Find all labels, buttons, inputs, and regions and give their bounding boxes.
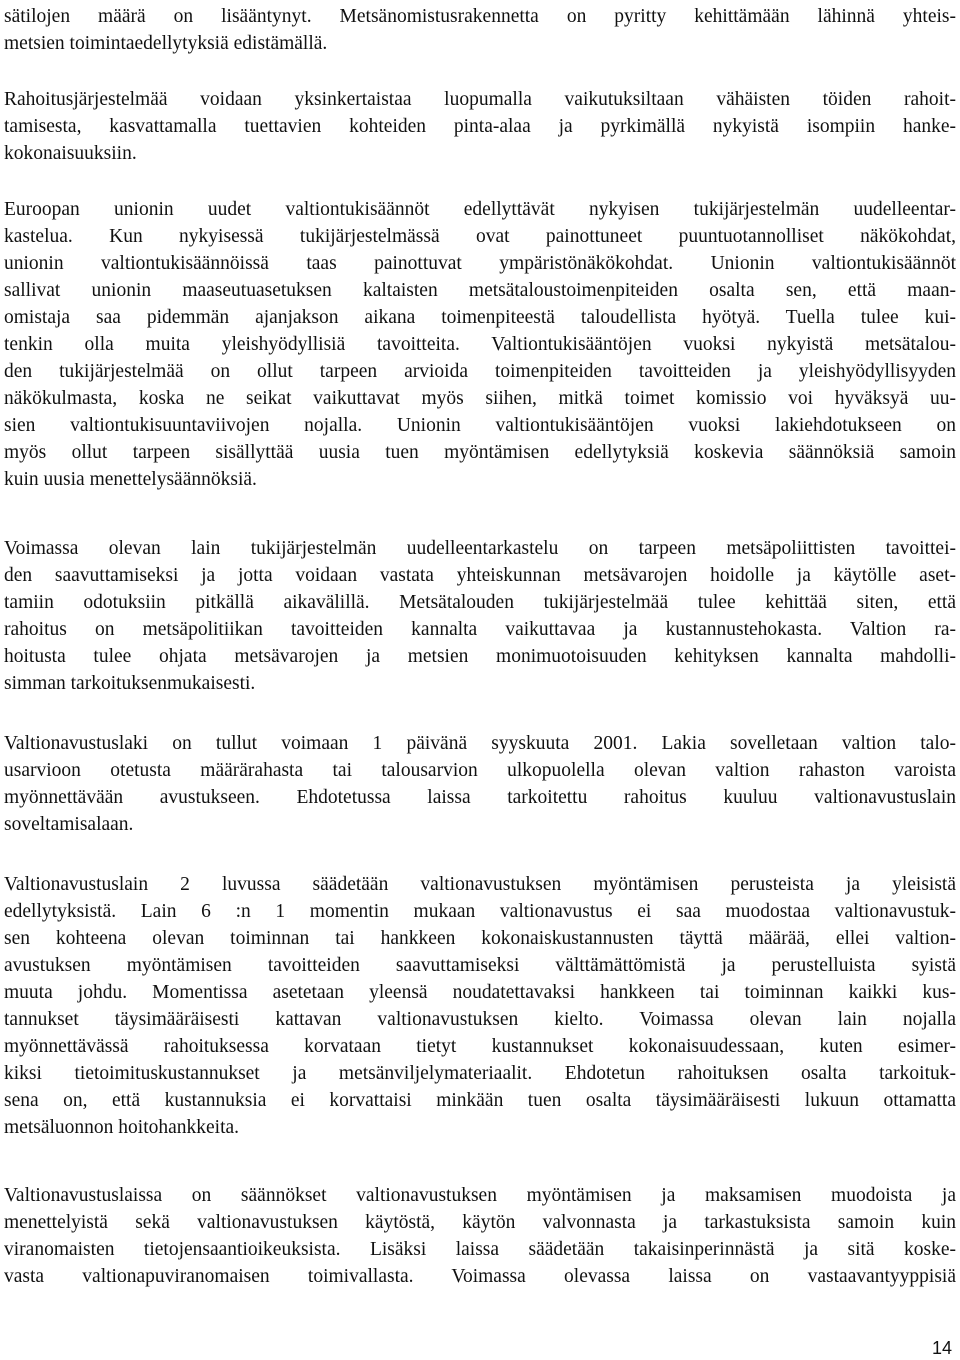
text-line: omistaja saa pidemmän ajanjakson aikana toimenpiteestä taloudellista hyötyä. Tuella tulee kui-: [4, 307, 956, 328]
text-line: den saavuttamiseksi ja jotta voidaan vastata yhteiskunnan metsävarojen hoidolle ja käytölle aset-: [4, 565, 956, 586]
text-line: Voimassa olevan lain tukijärjestelmän uudelleentarkastelu on tarpeen metsäpoliittisten tavoittei-: [4, 538, 956, 559]
text-line: muuta johdu. Momentissa asetetaan yleensä noudatettavaksi hankkeen tai toiminnan kaikki kus-: [4, 982, 956, 1003]
text-line: tamisesta, kasvattamalla tuettavien kohteiden pinta-alaa ja pyrkimällä nykyistä isompiin hanke-: [4, 116, 956, 137]
text-line: tenkin olla muita yleishyödyllisiä tavoitteita. Valtiontukisääntöjen vuoksi nykyistä metsätalou-: [4, 334, 956, 355]
text-line: unionin valtiontukisäännöissä taas painottuvat ympäristönäkökohdat. Unionin valtiontukisäännöt: [4, 253, 956, 274]
text-line: viranomaisten tietojensaantioikeuksista. Lisäksi laissa säädetään takaisinperinnästä ja sitä koske-: [4, 1239, 956, 1260]
text-line: Rahoitusjärjestelmää voidaan yksinkertaistaa luopumalla vaikutuksiltaan vähäisten töiden rahoit-: [4, 89, 956, 110]
text-line: myönnettävässä rahoituksessa korvataan tietyt kustannukset kokonaisuudessaan, kuten esimer-: [4, 1036, 956, 1057]
text-line: sien valtiontukisuuntaviivojen nojalla. Unionin valtiontukisääntöjen vuoksi lakiehdotukseen on: [4, 415, 956, 436]
text-line: simman tarkoituksenmukaisesti.: [4, 673, 256, 694]
text-line: Valtionavustuslaissa on säännökset valtionavustuksen myöntämisen ja maksamisen muodoista ja: [4, 1185, 956, 1206]
text-line: sallivat unionin maaseutuasetuksen kaltaisten metsätaloustoimenpiteiden osalta sen, että maan-: [4, 280, 956, 301]
text-line: rahoitus on metsäpolitiikan tavoitteiden kannalta vaikuttavaa ja kustannustehokasta. Valtion ra-: [4, 619, 956, 640]
text-line: metsien toimintaedellytyksiä edistämällä.: [4, 33, 328, 54]
text-line: sena on, että kustannuksia ei korvattaisi minkään tuen osalta täysimääräisesti lukuun ottamatta: [4, 1090, 956, 1111]
text-line: vasta valtionapuviranomaisen toimivallasta. Voimassa olevassa laissa on vastaavantyyppisiä: [4, 1266, 956, 1287]
text-line: metsäluonnon hoitohankkeita.: [4, 1117, 240, 1138]
text-line: näkökulmasta, koska ne seikat vaikuttavat myös siihen, mitkä toimet komissio voi hyväksyä uu-: [4, 388, 956, 409]
text-line: menettelyistä sekä valtionavustuksen käytöstä, käytön valvonnasta ja tarkastuksista samoin kuin: [4, 1212, 956, 1233]
text-line: edellytyksistä. Lain 6 :n 1 momentin mukaan valtionavustus ei saa muodostaa valtionavustuk-: [4, 901, 956, 922]
text-line: sätilojen määrä on lisääntynyt. Metsänomistusrakennetta on pyritty kehittämään lähinnä yhteis-: [4, 6, 956, 27]
text-line: kiksi tietoimituskustannukset ja metsänviljelymateriaalit. Ehdotetun rahoituksen osalta tarkoituk-: [4, 1063, 956, 1084]
text-line: tamiin odotuksiin pitkällä aikavälillä. Metsätalouden tukijärjestelmää tulee kehittää siten, että: [4, 592, 956, 613]
text-line: kuin uusia menettelysäännöksiä.: [4, 469, 257, 490]
text-line: kastelua. Kun nykyisessä tukijärjestelmässä ovat painottuneet puuntuotannolliset näkökohdat,: [4, 226, 956, 247]
text-line: kokonaisuuksiin.: [4, 143, 137, 164]
text-line: Valtionavustuslain 2 luvussa säädetään valtionavustuksen myöntämisen perusteista ja yleisistä: [4, 874, 956, 895]
text-line: avustuksen myöntämisen tavoitteiden saavuttamiseksi välttämättömistä ja perustelluista syistä: [4, 955, 956, 976]
text-line: tannukset täysimääräisesti kattavan valtionavustuksen kielto. Voimassa olevan lain nojalla: [4, 1009, 956, 1030]
text-line: Euroopan unionin uudet valtiontukisäännöt edellyttävät nykyisen tukijärjestelmän uudelleentar-: [4, 199, 956, 220]
text-line: hoitusta tulee ohjata metsävarojen ja metsien monimuotoisuuden kehityksen kannalta mahdolli-: [4, 646, 956, 667]
text-line: myönnettävään avustukseen. Ehdotetussa laissa tarkoitettu rahoitus kuuluu valtionavustuslain: [4, 787, 956, 808]
text-line: myös ollut tarpeen sisällyttää uusia tuen myöntämisen edellytyksiä koskevia säännöksiä samoin: [4, 442, 956, 463]
text-line: usarvioon otetusta määrärahasta tai talousarvion ulkopuolella olevan valtion rahaston varoista: [4, 760, 956, 781]
text-line: den tukijärjestelmää on ollut tarpeen arvioida toimenpiteiden tavoitteiden ja yleishyödyllisyyden: [4, 361, 956, 382]
text-line: sen kohteena olevan toiminnan tai hankkeen kokonaiskustannusten täyttä määrää, ellei valtion-: [4, 928, 956, 949]
text-line: Valtionavustuslaki on tullut voimaan 1 päivänä syyskuuta 2001. Lakia sovelletaan valtion talo-: [4, 733, 956, 754]
page-number: 14: [931, 1338, 952, 1358]
text-line: soveltamisalaan.: [4, 814, 134, 835]
